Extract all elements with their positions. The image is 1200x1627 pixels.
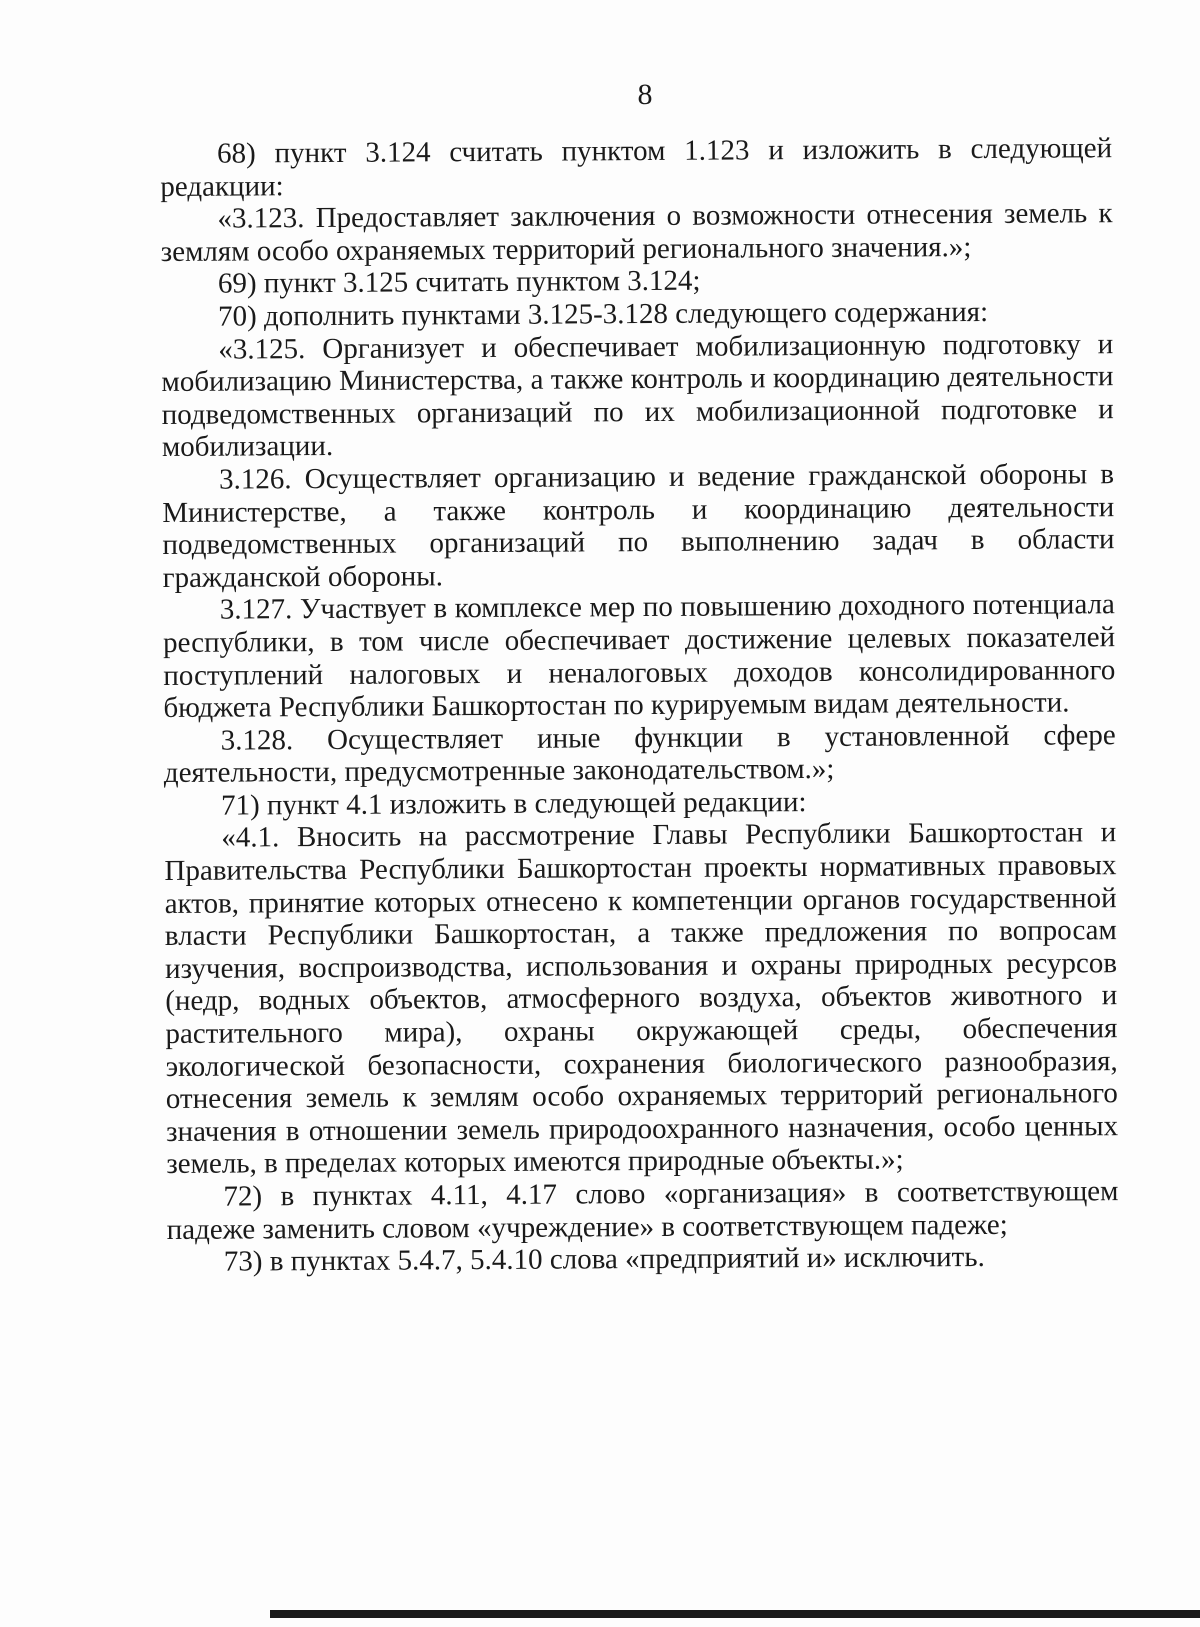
quoted-item-3-123: «3.123. Предоставляет заключения о возможности отнесения земель к землям особо охраняемых территорий регионального значения.»; <box>160 197 1113 268</box>
paragraph-68: 68) пункт 3.124 считать пунктом 1.123 и изложить в следующей редакции: <box>160 132 1113 203</box>
item-3-127: 3.127. Участвует в комплексе мер по повышению доходного потенциала республики, в том числе обеспечивает достижение целевых показателей поступлений налоговых и неналоговых доходов консолидированного бюджета Республики Башкортостан по курируемым видам деятельности. <box>162 588 1116 725</box>
paragraph-69: 69) пункт 3.125 считать пунктом 3.124; <box>217 265 701 301</box>
item-3-128: 3.128. Осуществляет иные функции в установленной сфере деятельности, предусмотренные законодательством.»; <box>163 718 1116 790</box>
scan-bottom-edge <box>270 1610 1200 1618</box>
paragraph-71: 71) пункт 4.1 изложить в следующей редакции: <box>220 785 807 822</box>
paragraph-73: 73) в пунктах 5.4.7, 5.4.10 слова «предприятий и» исключить. <box>223 1241 985 1278</box>
quoted-item-3-125: «3.125. Организует и обеспечивает мобилизационную подготовку и мобилизацию Министерства, а также контроль и координацию деятельности подведомственных организаций по их мобилизационной подготовке и мобилизации. <box>161 327 1114 464</box>
page-number: 8 <box>637 78 653 111</box>
item-3-126: 3.126. Осуществляет организацию и ведение гражданской обороны в Министерстве, а также контроль и координацию деятельности подведомственных организаций по выполнению задач в области гражданской обороны. <box>162 458 1115 594</box>
paragraph-72: 72) в пунктах 4.11, 4.17 слово «организация» в соответствующем падеже заменить словом «учреждение» в соответствующем падеже; <box>166 1175 1119 1246</box>
quoted-item-4-1: «4.1. Вносить на рассмотрение Главы Республики Башкортостан и Правительства Республики Башкортостан проекты нормативных правовых актов, принятие которых отнесено к компетенции органов государственной власти Республики Башкортостан, а также предложения по вопросам изучения, воспроизводства, использования и охраны природных ресурсов (недр, водных объектов, атмосферного воздуха, объектов животного и растительного мира), охраны окружающей среды, обеспечения экологической безопасности, сохранения биологического разнообразия, отнесения земель к землям особо охраняемых территорий регионального значения в отношении земель природоохранного назначения, особо ценных земель, в пределах которых имеются природные объекты.»; <box>164 816 1119 1181</box>
paragraph-70: 70) дополнить пунктами 3.125-3.128 следующего содержания: <box>217 295 989 333</box>
document-body <box>160 132 1119 1279</box>
